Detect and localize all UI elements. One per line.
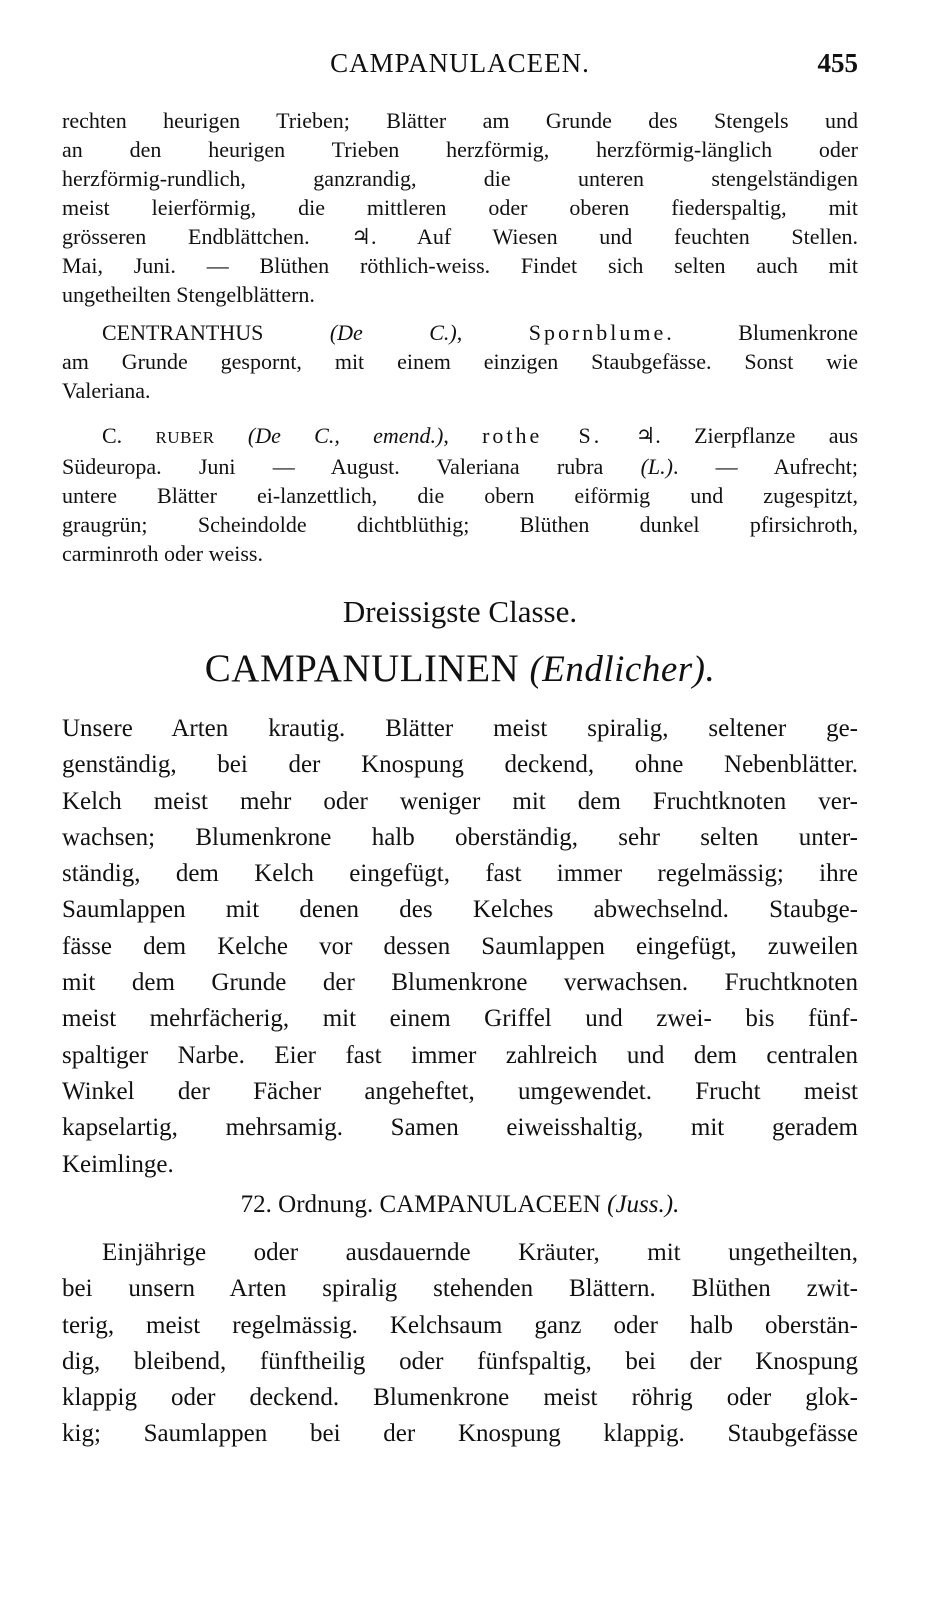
genus-abbr: C. <box>102 423 123 448</box>
species-text: . — Aufrecht; <box>672 454 858 479</box>
class-title-author: (Endlicher). <box>529 649 716 690</box>
text-line: rechten heurigen Trieben; Blätter am Grunde des Stengels und <box>62 108 858 133</box>
class-description <box>62 711 858 1183</box>
order-label: 72. Ordnung. CAMPANULACEEN <box>240 1191 601 1218</box>
text-line: an den heurigen Trieben herzförmig, herzförmig-länglich oder <box>62 137 858 162</box>
genus-line: CENTRANTHUS (De C.), Spornblume. Blumenkrone <box>102 320 859 345</box>
order-description <box>62 1235 858 1453</box>
text-line: Keimlinge. <box>62 1150 174 1178</box>
text-line: Valeriana. <box>62 378 151 403</box>
synonym-author: (L.) <box>640 454 673 479</box>
class-title <box>62 646 858 691</box>
species-line: C. RUBER (De C., emend.), rothe S. ♃. Zierpflanze aus <box>102 423 859 448</box>
genus-text: . Blumenkrone <box>666 320 859 345</box>
text-line: ständig, dem Kelch eingefügt, fast immer regelmässig; ihre <box>62 860 858 888</box>
centranthus-entry <box>62 318 858 405</box>
page-header <box>62 48 858 82</box>
text-line: ungetheilten Stengelblättern. <box>62 282 315 307</box>
perennial-symbol: ♃. <box>635 423 661 448</box>
text-line: dig, bleibend, fünftheilig oder fünfspaltig, bei der Knospung <box>62 1347 858 1375</box>
text-line: spaltiger Narbe. Eier fast immer zahlreich und dem centralen <box>62 1041 858 1069</box>
species-name: RUBER <box>155 428 215 447</box>
species-author: (De C., emend.) <box>247 423 444 448</box>
valeriana-continuation <box>62 106 858 309</box>
text-line: graugrün; Scheindolde dichtblüthig; Blüthen dunkel pfirsichroth, <box>62 512 858 537</box>
species-text: Südeuropa. Juni — August. Valeriana rubra <box>62 454 604 479</box>
text-line: carminroth oder weiss. <box>62 541 263 566</box>
order-heading <box>62 1191 858 1219</box>
text-line: bei unsern Arten spiralig stehenden Blättern. Blüthen zwit- <box>62 1275 858 1303</box>
ruber-entry <box>62 421 858 568</box>
text-line: wachsen; Blumenkrone halb oberständig, sehr selten unter- <box>62 823 858 851</box>
text-line: terig, meist regelmässig. Kelchsaum ganz oder halb oberstän- <box>62 1311 858 1339</box>
class-heading: Dreissigste Classe. <box>342 594 578 629</box>
common-name: Spornblume <box>528 320 667 345</box>
text-line: kig; Saumlappen bei der Knospung klappig. Staubgefässe <box>62 1420 858 1448</box>
text-line: herzförmig-rundlich, ganzrandig, die unteren stengelständigen <box>62 166 858 191</box>
text-line: kapselartig, mehrsamig. Samen eiweisshaltig, mit geradem <box>62 1114 858 1142</box>
genus-name: CENTRANTHUS <box>102 320 264 345</box>
text-line: fässe dem Kelche vor dessen Saumlappen eingefügt, zuweilen <box>62 932 858 960</box>
text-line: Unsere Arten krautig. Blätter meist spiralig, seltener ge- <box>62 715 858 742</box>
text-line: Kelch meist mehr oder weniger mit dem Fruchtknoten ver- <box>62 787 858 815</box>
text-line: am Grunde gespornt, mit einem einzigen Staubgefässe. Sonst wie <box>62 349 858 374</box>
text-line: klappig oder deckend. Blumenkrone meist röhrig oder glok- <box>62 1384 858 1412</box>
running-title: CAMPANULACEEN. <box>330 48 590 78</box>
genus-author: (De C.) <box>329 320 457 345</box>
page-number: 455 <box>817 48 858 78</box>
text-line: genständig, bei der Knospung deckend, ohne Nebenblätter. <box>62 751 858 779</box>
text-line: meist mehrfächerig, mit einem Griffel und zwei- bis fünf- <box>62 1005 858 1033</box>
species-common-name: rothe S. <box>482 423 603 448</box>
order-author: (Juss.). <box>607 1191 680 1218</box>
text-line: untere Blätter ei-lanzettlich, die obern eiförmig und zugespitzt, <box>62 483 858 508</box>
text-line: grösseren Endblättchen. ♃. Auf Wiesen und feuchten Stellen. <box>62 224 858 249</box>
class-title-name: CAMPANULINEN <box>204 647 520 690</box>
text-line: Einjährige oder ausdauernde Kräuter, mit ungetheilten, <box>102 1239 858 1266</box>
species-text: Zierpflanze aus <box>694 423 859 448</box>
text-line: mit dem Grunde der Blumenkrone verwachsen. Fruchtknoten <box>62 969 858 997</box>
text-line: Winkel der Fächer angeheftet, umgewendet. Frucht meist <box>62 1077 858 1105</box>
text-line: Mai, Juni. — Blüthen röthlich-weiss. Findet sich selten auch mit <box>62 253 858 278</box>
text-line <box>62 452 858 481</box>
text-line: Saumlappen mit denen des Kelches abwechselnd. Staubge- <box>62 896 858 924</box>
text-line: meist leierförmig, die mittleren oder oberen fiederspaltig, mit <box>62 195 858 220</box>
